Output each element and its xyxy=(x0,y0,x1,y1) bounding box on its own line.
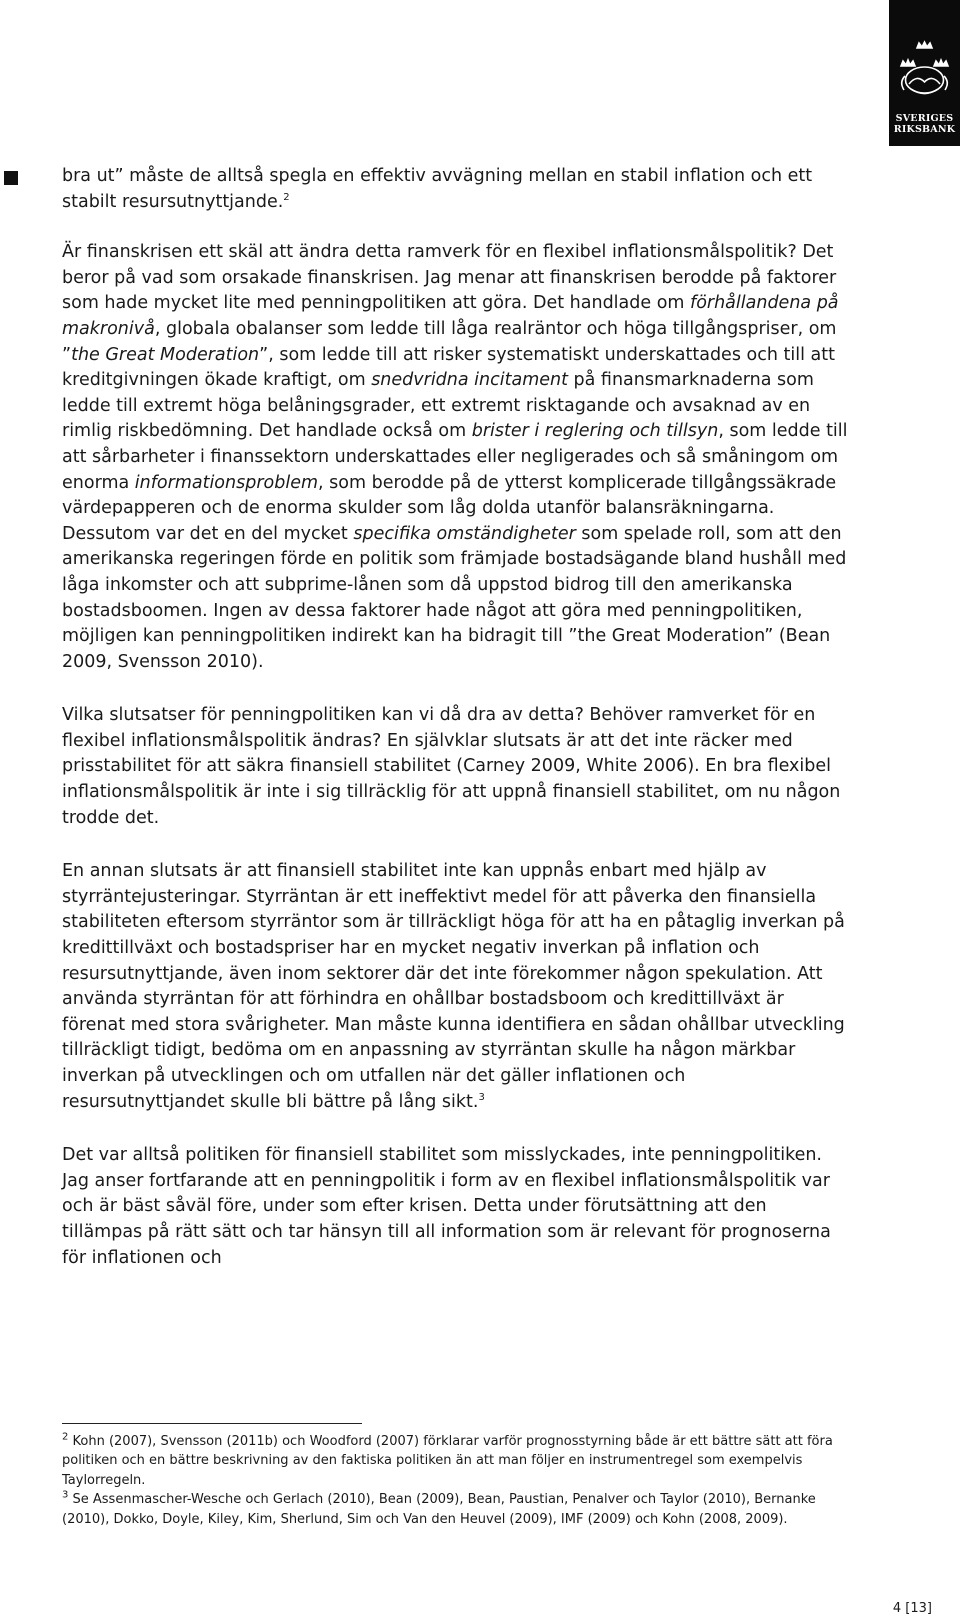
p2-emphasis-5: informationsproblem xyxy=(134,472,319,493)
p2-text-3: ”, som ledde till att risker systematiskt underskattades och till att kreditgivningen ökade kraftigt, om xyxy=(62,344,835,391)
p2-text-6: , som berodde på de ytterst komplicerade tillgångssäkrade värdepapperen och de enorma skulder som låg dolda utanför balansräkningarna. Dessutom var det en del mycket xyxy=(62,472,837,544)
crown-emblem-icon xyxy=(895,40,954,108)
logo-line-1: SVERIGES xyxy=(895,113,954,124)
p2-text-5: , som ledde till att sårbarheter i finanssektorn underskattades eller negligerades och så småningom om enorma xyxy=(62,421,848,493)
p2-emphasis-6: specifika omständigheter xyxy=(353,523,576,544)
logo-line-2: RIKSBANK xyxy=(893,124,956,135)
p2-text-1: Är finanskrisen ett skäl att ändra detta ramverk för en flexibel inflationsmålspolitik? Det beror på vad som orsakade finanskrisen. Jag menar att finanskrisen berodde på faktorer som hade mycket lite med penningpolitiken att göra. Det handlade om xyxy=(62,242,837,314)
footnote-number: 3 xyxy=(62,1489,69,1501)
p2-text-4: på finansmarknaderna som ledde till extremt höga belåningsgrader, ett extremt risktagande och avsaknad av en rimlig riskbedömning. Det handlade också om xyxy=(62,370,814,442)
p2-text-2: , globala obalanser som ledde till låga realräntor och höga tillgångspriser, om ” xyxy=(62,318,837,365)
footnote-3 xyxy=(62,1490,852,1529)
footnote-ref-2: 2 xyxy=(283,191,290,203)
footnote-ref-3: 3 xyxy=(478,1091,485,1103)
p2-emphasis-3: snedvridna incitament xyxy=(371,370,568,391)
footnote-text: Kohn (2007), Svensson (2011b) och Woodford (2007) förklarar varför prognosstyrning både är ett bättre sätt att föra politiken och en bättre beskrivning av den faktiska politiken än att man följer en instrumentregel som exempelvis Taylorregeln. xyxy=(62,1434,833,1488)
paragraph-5: Det var alltså politiken för finansiell stabilitet som misslyckades, inte penningpolitiken. Jag anser fortfarande att en penningpolitik i form av en flexibel inflationsmålspolitik var och är bäst såväl före, under som efter krisen. Detta under förutsättning att den tillämpas på rätt sätt och tar hänsyn till all information som är relevant för prognoserna för inflationen och xyxy=(62,1145,831,1268)
p1-text: bra ut” måste de alltså spegla en effektiv avvägning mellan en stabil inflation och ett stabilt resursutnyttjande. xyxy=(62,166,813,212)
p4-text: En annan slutsats är att finansiell stabilitet inte kan uppnås enbart med hjälp av styrräntejusteringar. Styrräntan är ett ineffektivt medel för att påverka den finansiella stabiliteten eftersom styrräntor som är tillräckligt höga för att ha en påtaglig inverkan på kredittillväxt och bostadspriser har en mycket negativ inverkan på inflation och resursutnyttjande, även inom sektorer där det inte förekommer någon spekulation. Att använda styrräntan för att förhindra en ohållbar bostadsboom och kredittillväxt är förenat med stora svårigheter. Man måste kunna identifiera en sådan ohållbar utveckling tillräckligt tidigt, bedöma om en anpassning av styrräntan skulle ha någon märkbar inverkan på utvecklingen och om utfallen när det gäller inflationen och resursutnyttjandet skulle bli bättre på lång sikt. xyxy=(62,861,845,1112)
paragraph-2 xyxy=(62,240,852,675)
body-text xyxy=(62,164,852,1271)
footnote-number: 2 xyxy=(62,1431,69,1443)
footnote-text: Se Assenmascher-Wesche och Gerlach (2010), Bean (2009), Bean, Paustian, Penalver och Taylor (2010), Bernanke (2010), Dokko, Doyle, Kiley, Kim, Sherlund, Sim och Van den Heuvel (2009), IMF (2009) och Kohn (2008, 2009). xyxy=(62,1492,816,1527)
p2-emphasis-4: brister i reglering och tillsyn xyxy=(471,421,719,442)
paragraph-3: Vilka slutsatser för penningpolitiken kan vi då dra av detta? Behöver ramverket för en flexibel inflationsmålspolitik ändras? En självklar slutsats är att det inte räcker med prisstabilitet för att säkra finansiell stabilitet (Carney 2009, White 2006). En bra flexibel inflationsmålspolitik är inte i sig tillräcklig för att uppnå finansiell stabilitet, om nu någon trodde det. xyxy=(62,705,841,828)
footnote-2 xyxy=(62,1432,852,1490)
p2-emphasis-1: förhållandena på makronivå xyxy=(62,293,839,339)
footnote-divider xyxy=(62,1423,362,1424)
p2-text-7: som spelade roll, som att den amerikanska regeringen förde en politik som främjade bostadsägande bland hushåll med låga inkomster och att subprime-lånen som då uppstod bidrog till den amerikanska bostadsboomen. Ingen av dessa faktorer hade något att göra med penningpolitiken, möjligen kan penningpolitiken indirekt kan ha bidragit till ”the Great Moderation” (Bean 2009, Svensson 2010). xyxy=(62,523,847,672)
page-marker xyxy=(4,171,18,185)
p2-emphasis-2: the Great Moderation xyxy=(71,344,260,365)
paragraph-1 xyxy=(62,164,852,215)
footnotes xyxy=(62,1432,852,1529)
paragraph-4 xyxy=(62,859,852,1115)
page-number: 4 [13] xyxy=(892,1601,932,1616)
riksbank-logo xyxy=(889,0,960,146)
